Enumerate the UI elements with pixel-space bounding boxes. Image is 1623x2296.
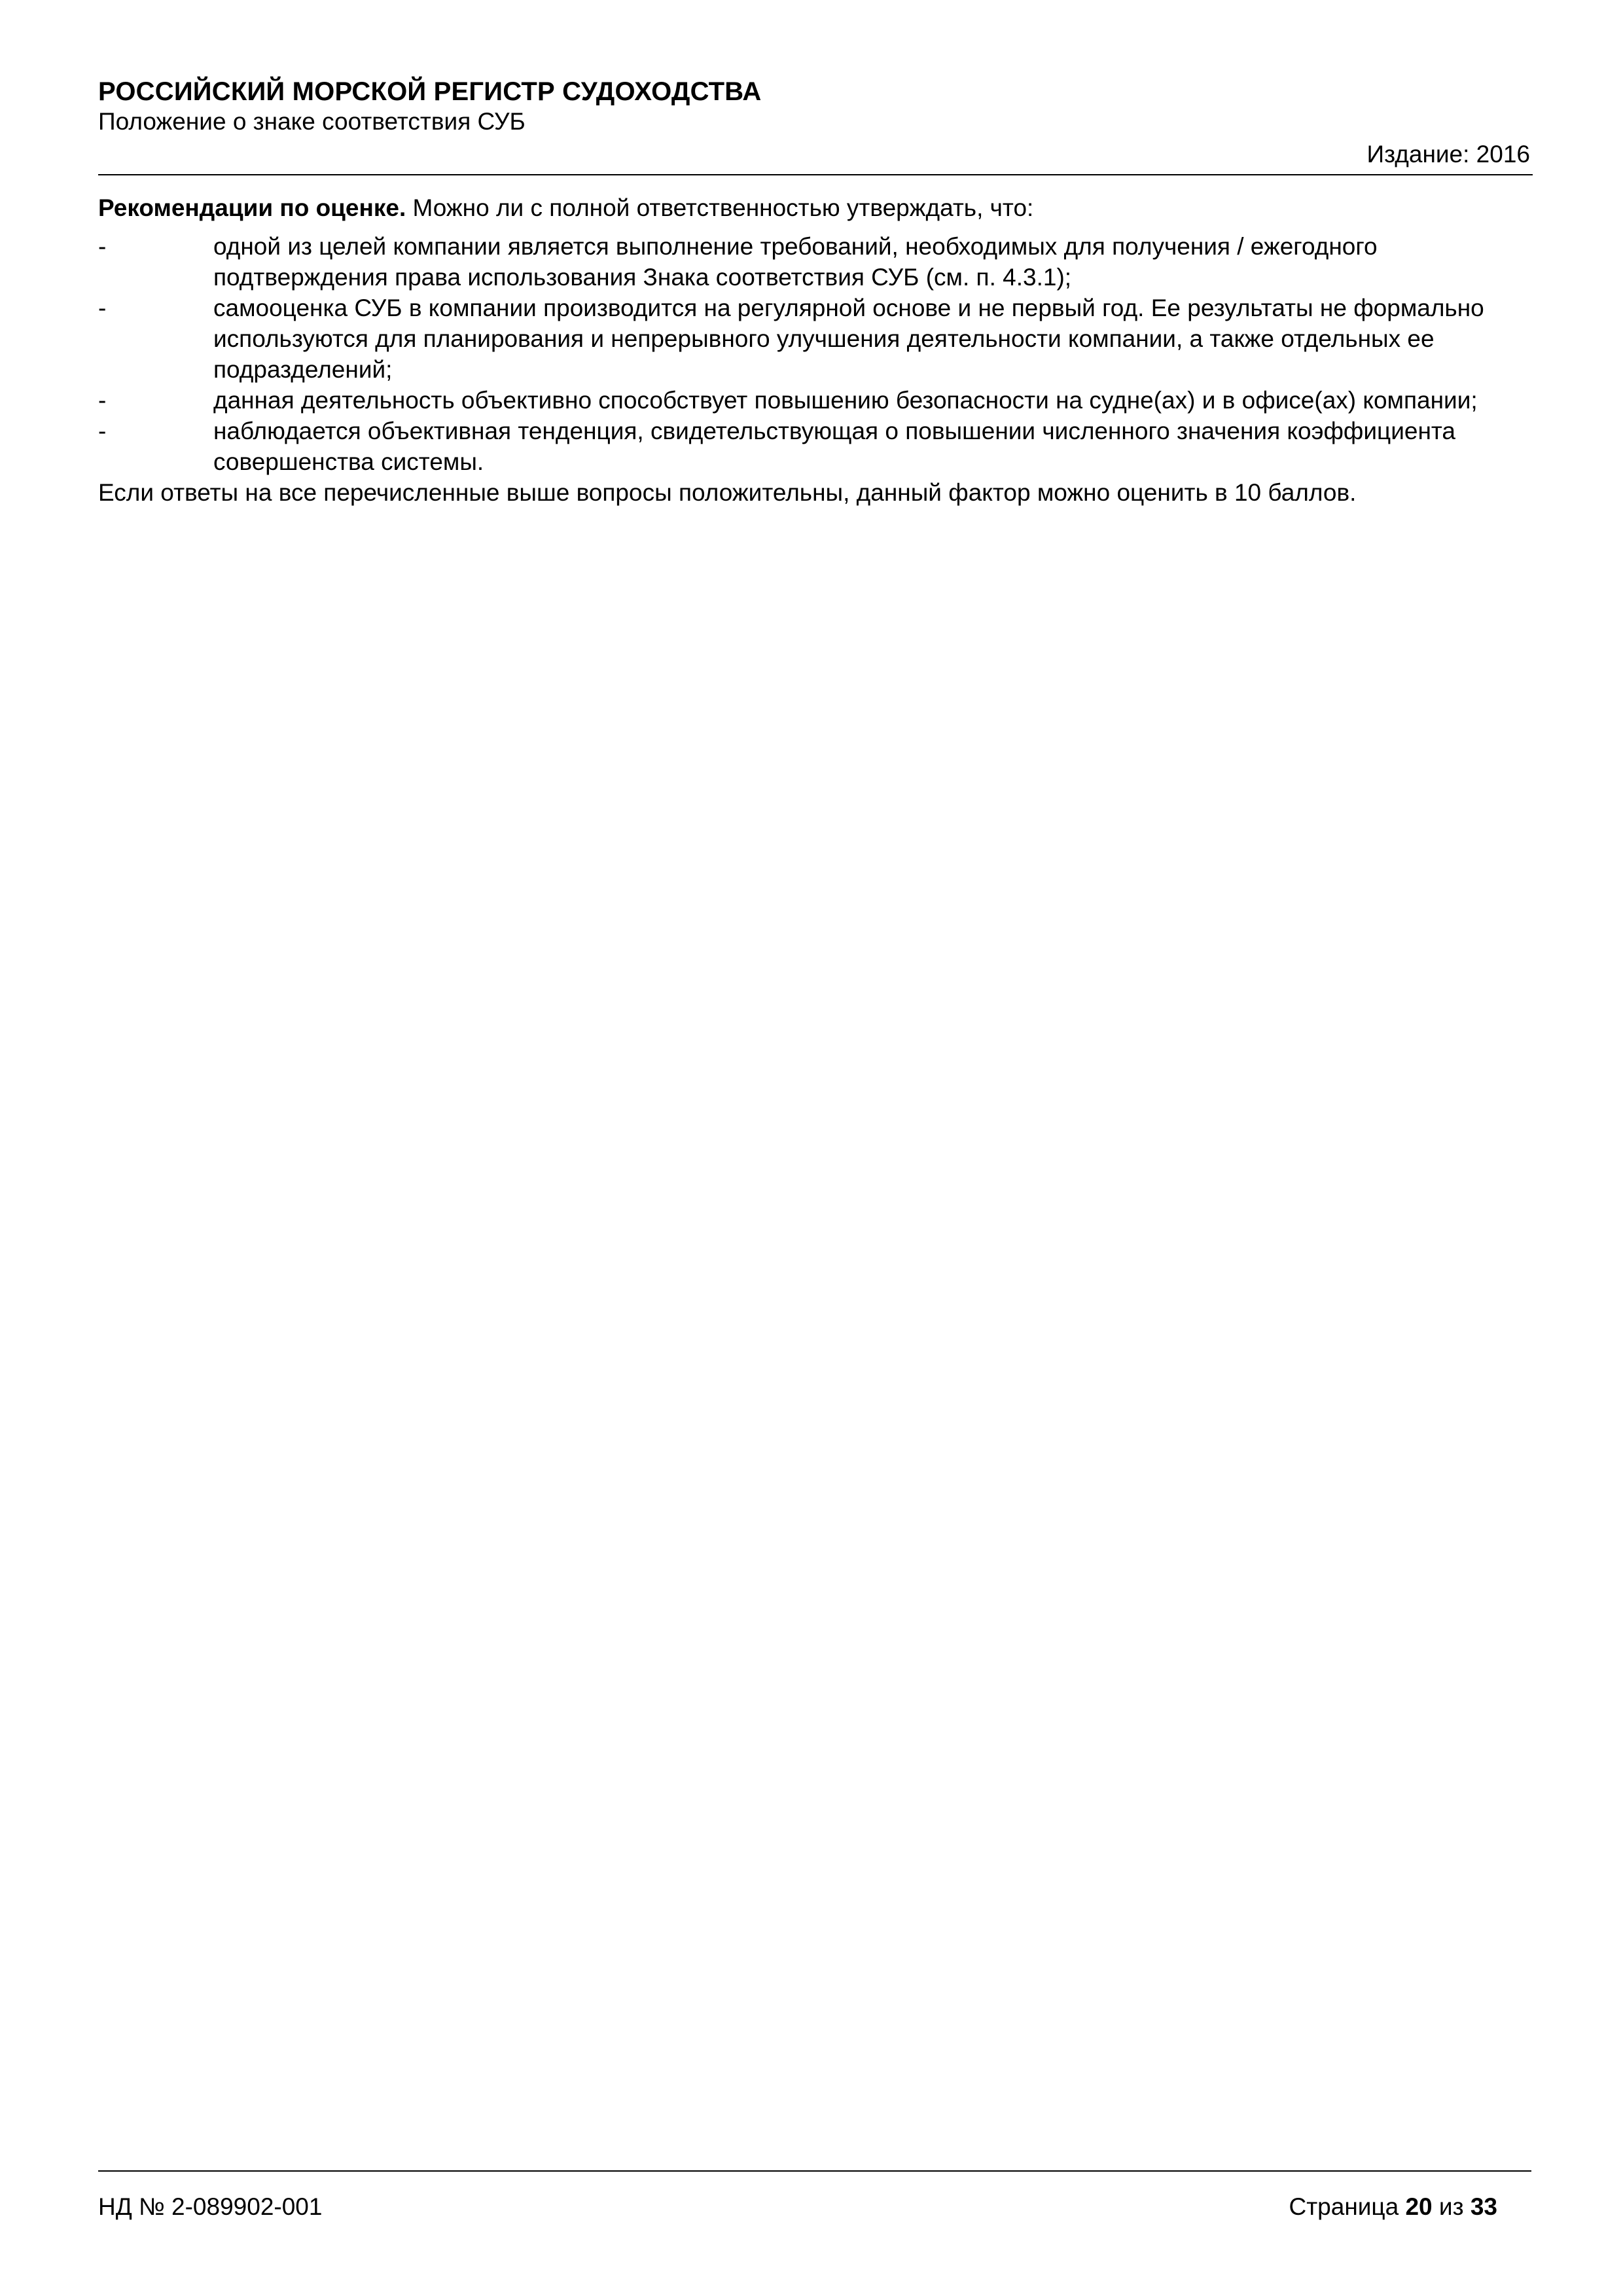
list-item-text: одной из целей компании является выполнение требований, необходимых для получения / ежегодного подтверждения права использования Знака соответствия СУБ (см. п. 4.3.1); (213, 233, 1378, 291)
page-word: Страница (1289, 2193, 1406, 2220)
assessment-conclusion: Если ответы на все перечисленные выше вопросы положительны, данный фактор можно оценить в 10 баллов. (98, 479, 1357, 506)
list-item (98, 293, 1538, 385)
bullet-marker: - (98, 295, 107, 321)
list-item (98, 416, 1538, 477)
list-item (98, 231, 1538, 293)
document-number: НД № 2-089902-001 (98, 2193, 323, 2220)
list-item-text: данная деятельность объективно способствует повышению безопасности на судне(ах) и в офисе(ах) компании; (213, 387, 1478, 414)
page-of-word: из (1432, 2193, 1471, 2220)
bullet-marker: - (98, 387, 107, 414)
document-subtitle: Положение о знаке соответствия СУБ (98, 108, 526, 135)
list-item-text: наблюдается объективная тенденция, свидетельствующая о повышении численного значения коэффициента совершенства системы. (213, 418, 1456, 475)
total-pages-number: 33 (1470, 2193, 1497, 2220)
footer-divider (98, 2170, 1531, 2172)
page-header (98, 76, 1531, 168)
main-content (98, 192, 1538, 508)
assessment-intro (98, 192, 1538, 223)
criteria-list (98, 231, 1538, 477)
list-item-text: самооценка СУБ в компании производится на регулярной основе и не первый год. Ее результаты не формально используются для планирования и непрерывного улучшения деятельности компании, а также отдельных ее подразделений; (213, 295, 1484, 383)
current-page-number: 20 (1405, 2193, 1433, 2220)
assessment-question: Можно ли с полной ответственностью утверждать, что: (406, 194, 1034, 221)
header-divider (98, 174, 1533, 175)
edition-label: Издание: 2016 (1366, 141, 1530, 168)
page-counter (1289, 2193, 1498, 2221)
bullet-marker: - (98, 418, 107, 444)
organization-title: РОССИЙСКИЙ МОРСКОЙ РЕГИСТР СУДОХОДСТВА (98, 77, 762, 106)
list-item (98, 385, 1538, 416)
bullet-marker: - (98, 233, 107, 260)
assessment-heading: Рекомендации по оценке. (98, 194, 406, 221)
